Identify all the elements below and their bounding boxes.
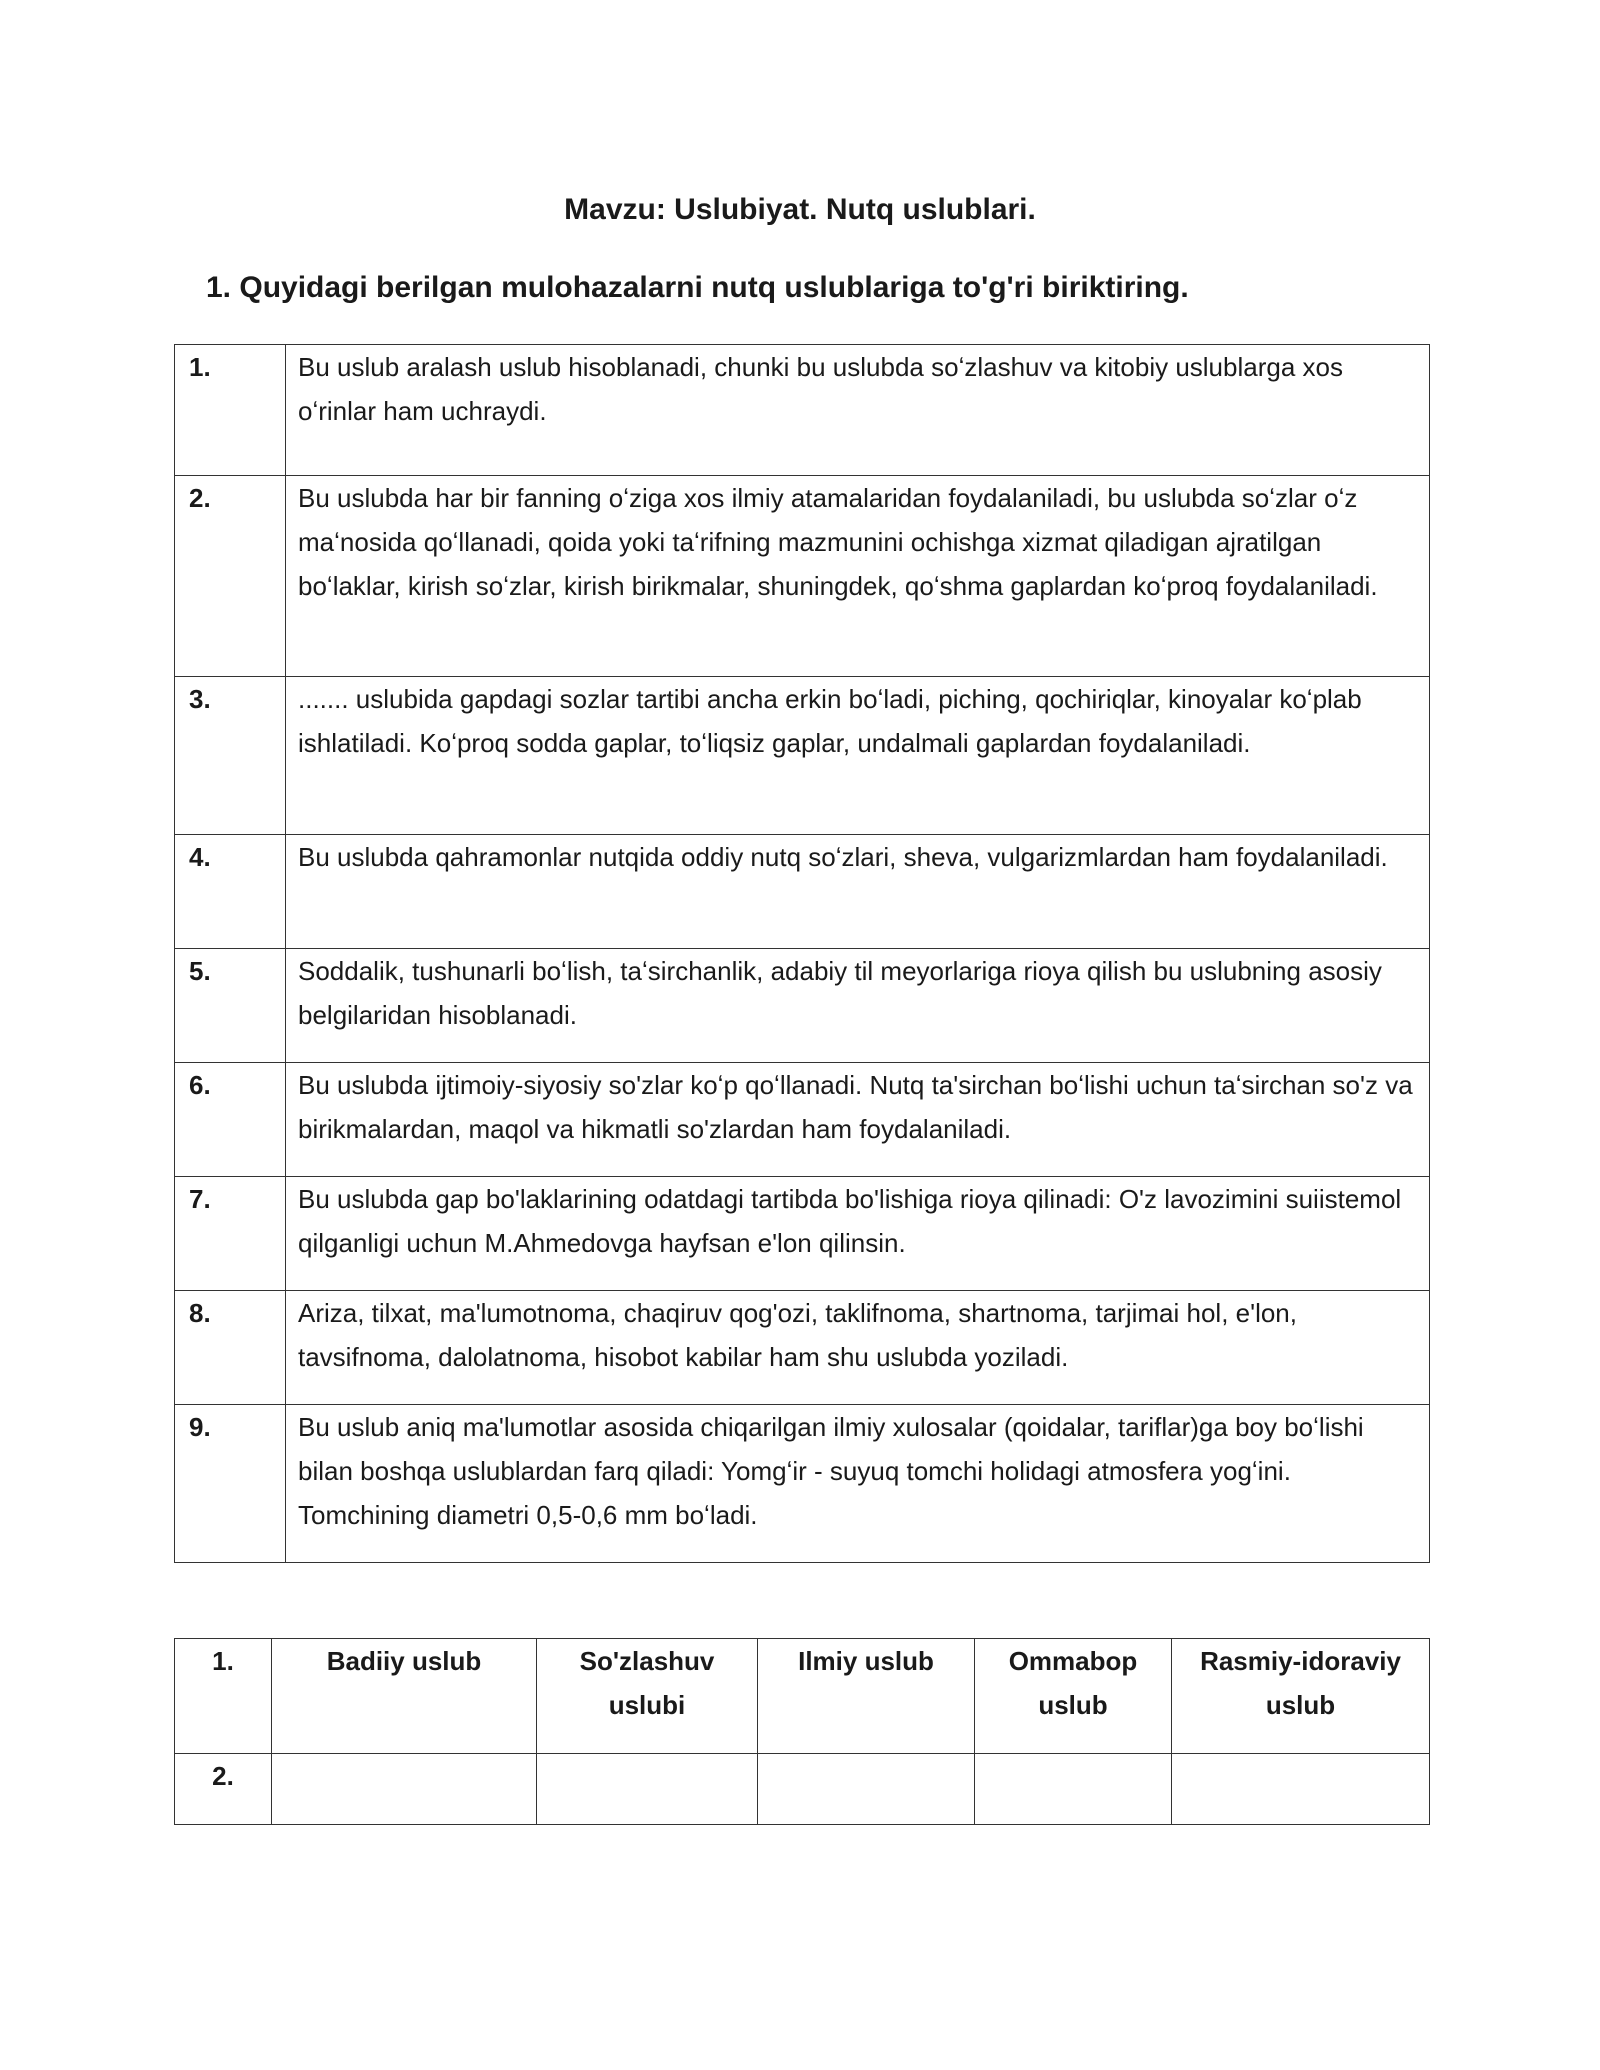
answer-table [174,1638,1430,1825]
statement-text: Ariza, tilxat, ma'lumotnoma, chaqiruv qog'ozi, taklifnoma, shartnoma, tarjimai hol, e'lon, tavsifnoma, dalolatnoma, hisobot kabilar ham shu uslubda yoziladi. [286,1291,1430,1405]
answer-blank-row [175,1754,1430,1825]
table-row [175,345,1430,476]
answer-cell[interactable] [272,1754,537,1825]
table-row [175,1177,1430,1291]
style-header: Ommabop uslub [975,1639,1172,1754]
statements-table [174,344,1430,1563]
table-row [175,1291,1430,1405]
row-number: 4. [175,835,286,949]
statement-text: Bu uslub aniq ma'lumotlar asosida chiqarilgan ilmiy xulosalar (qoidalar, tariflar)ga boy boʻlishi bilan boshqa uslublardan farq qiladi: Yomgʻir - suyuq tomchi holidagi atmosfera yogʻini. Tomchining diametri 0,5-0,6 mm boʻladi. [286,1405,1430,1563]
row-number: 2. [175,476,286,677]
row-number: 8. [175,1291,286,1405]
row-number: 2. [175,1754,272,1825]
answer-cell[interactable] [537,1754,758,1825]
style-header: Ilmiy uslub [758,1639,975,1754]
row-number: 9. [175,1405,286,1563]
style-header: Rasmiy-idoraviy uslub [1172,1639,1430,1754]
statement-text: Bu uslubda qahramonlar nutqida oddiy nutq soʻzlari, sheva, vulgarizmlardan ham foydalaniladi. [286,835,1430,949]
table-row [175,476,1430,677]
table-row [175,1405,1430,1563]
style-header: Badiiy uslub [272,1639,537,1754]
row-number: 7. [175,1177,286,1291]
task-heading: 1. Quyidagi berilgan mulohazalarni nutq uslublariga to'g'ri biriktiring. [206,271,1189,304]
row-number: 3. [175,677,286,835]
page-title: Mavzu: Uslubiyat. Nutq uslublari. [564,193,1036,226]
answer-cell[interactable] [975,1754,1172,1825]
statement-text: Soddalik, tushunarli boʻlish, taʻsirchanlik, adabiy til meyorlariga rioya qilish bu uslubning asosiy belgilaridan hisoblanadi. [286,949,1430,1063]
statement-text: Bu uslub aralash uslub hisoblanadi, chunki bu uslubda soʻzlashuv va kitobiy uslublarga xos oʻrinlar ham uchraydi. [286,345,1430,476]
statement-text: Bu uslubda har bir fanning oʻziga xos ilmiy atamalaridan foydalaniladi, bu uslubda soʻzlar oʻz maʻnosida qoʻllanadi, qoida yoki taʻrifning mazmunini ochishga xizmat qiladigan ajratilgan boʻlaklar, kirish soʻzlar, kirish birikmalar, shuningdek, qoʻshma gaplardan koʻproq foydalaniladi. [286,476,1430,677]
table-row [175,677,1430,835]
statement-text: Bu uslubda ijtimoiy-siyosiy so'zlar koʻp qoʻllanadi. Nutq ta'sirchan boʻlishi uchun taʻsirchan so'z va birikmalardan, maqol va hikmatli so'zlardan ham foydalaniladi. [286,1063,1430,1177]
answer-header-row [175,1639,1430,1754]
table-row [175,949,1430,1063]
style-header: So'zlashuv uslubi [537,1639,758,1754]
row-number: 5. [175,949,286,1063]
statement-text: Bu uslubda gap bo'laklarining odatdagi tartibda bo'lishiga rioya qilinadi: O'z lavozimini suiistemol qilganligi uchun M.Ahmedovga hayfsan e'lon qilinsin. [286,1177,1430,1291]
answer-cell[interactable] [758,1754,975,1825]
statement-text: ....... uslubida gapdagi sozlar tartibi ancha erkin boʻladi, piching, qochiriqlar, kinoyalar koʻplab ishlatiladi. Koʻproq sodda gaplar, toʻliqsiz gaplar, undalmali gaplardan foydalaniladi. [286,677,1430,835]
row-number: 1. [175,345,286,476]
table-row [175,1063,1430,1177]
row-number: 6. [175,1063,286,1177]
table-row [175,835,1430,949]
answer-cell[interactable] [1172,1754,1430,1825]
row-number: 1. [175,1639,272,1754]
